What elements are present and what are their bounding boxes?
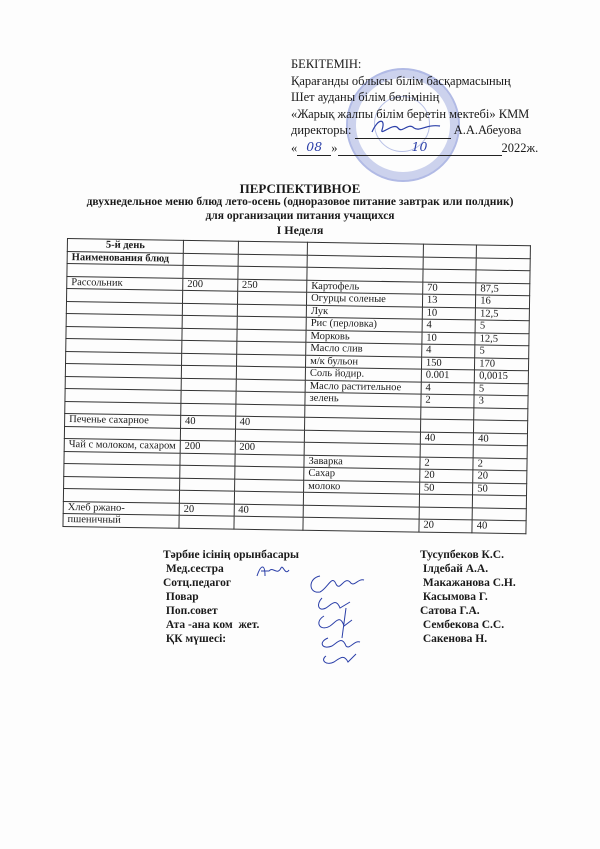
signature-names [420,548,516,646]
portion-11-18 [237,291,307,305]
portion-11-18 [234,516,304,530]
gross-7-10: 2 [420,457,474,470]
ingredient: Соль йодир. [305,367,421,381]
signature-name: Ілдебай А.А. [420,563,489,575]
signature-role: Мед.сестра [163,563,224,575]
gross-11-18: 16 [476,295,530,308]
date-month: 10 [338,139,502,157]
gross-7-10 [423,269,477,282]
gross-11-18: 40 [474,432,528,445]
portion-11-18 [234,466,304,480]
portion-11-18 [235,454,305,468]
gross-7-10 [421,407,475,420]
approval-heading: БЕКІТЕМІН: [291,57,362,71]
portion-7-10 [180,465,235,478]
director-name: А.А.Абеуова [453,123,522,137]
gross-7-10 [419,494,473,507]
gross-11-18: 5 [475,345,529,358]
date-line [291,139,538,157]
gross-11-18 [476,270,530,283]
gross-11-18 [472,507,526,520]
gross-7-10: 10 [422,307,476,320]
portion-7-10 [182,303,237,316]
gross-7-10 [420,419,474,432]
week-label: I Неделя [276,223,324,237]
ingredient: Лук [306,305,422,319]
table-cell [183,253,238,266]
portion-11-18 [237,304,307,318]
approval-line-1: Қарағанды облысы білім басқармасының [291,73,511,88]
gross-7-10: 20 [420,469,474,482]
portion-7-10 [182,290,237,303]
ingredient: Заварка [304,455,420,469]
gross-11-18: 20 [473,470,527,483]
portion-11-18: 250 [237,279,307,293]
gross-7-10: 10 [422,332,476,345]
doc-subtitle-2: для организации питания учащихся [205,210,395,222]
gross-11-18 [474,407,528,420]
signature-role: Повар [163,591,199,603]
portion-11-18 [236,354,306,368]
gross-7-10: 0.001 [421,369,475,382]
ingredient: Масло слив [306,342,422,356]
signature-name: Касымова Г. [420,591,488,603]
ingredient: м/к бульон [306,355,422,369]
signature-role: ҚК мүшесі: [163,633,227,645]
gross-7-10: 4 [422,344,476,357]
table-cell [423,244,477,257]
portion-11-18 [234,479,304,493]
day-header: 5-й день [67,239,183,253]
portion-7-10 [183,265,238,278]
portion-11-18 [237,316,307,330]
gross-7-10: 40 [420,432,474,445]
portion-7-10 [182,315,237,328]
committee-signatures [306,568,376,668]
portion-7-10: 20 [179,503,234,516]
portion-11-18: 200 [235,441,305,455]
dish-header: Наименования блюд [67,251,183,265]
gross-11-18: 12,5 [475,332,529,345]
portion-7-10 [181,390,236,403]
gross-7-10: 4 [421,382,475,395]
date-day: 08 [297,139,331,157]
portion-7-10 [182,340,237,353]
portion-7-10 [180,428,235,441]
date-year: 2022ж. [501,140,539,155]
table-cell [476,257,530,270]
gross-7-10: 70 [423,282,477,295]
portion-7-10: 200 [180,440,235,453]
portion-11-18: 40 [235,416,305,430]
ingredient: молоко [304,480,420,494]
portion-11-18 [236,341,306,355]
gross-11-18 [474,420,528,433]
signature-role: Сотц.педагог [163,577,232,589]
gross-7-10: 150 [421,357,475,370]
table-cell [476,245,530,258]
ingredient: зелень [305,392,421,406]
gross-11-18: 2 [473,457,527,470]
ingredient: Масло растительное [305,380,421,394]
ingredient: Морковь [306,330,422,344]
gross-11-18: 170 [475,357,529,370]
table-cell [423,257,477,270]
signature-role: Поп.совет [163,605,218,617]
portion-11-18 [237,266,307,280]
portion-11-18: 40 [234,504,304,518]
portion-7-10 [180,453,235,466]
portion-7-10: 200 [183,278,238,291]
ingredient: Рис (перловка) [306,317,422,331]
ingredient: Сахар [304,467,420,481]
approval-line-3: «Жарық жалпы білім беретін мектебі» КММ [291,106,530,121]
dish-name: Чай с молоком, сахаром [64,438,180,452]
gross-7-10: 2 [421,394,475,407]
doc-title: ПЕРСПЕКТИВНОЕ [239,181,361,196]
portion-11-18 [235,404,305,418]
portion-11-18 [236,329,306,343]
gross-11-18: 5 [475,320,529,333]
gross-11-18: 12,5 [475,307,529,320]
gross-7-10: 4 [422,319,476,332]
portion-11-18 [236,391,306,405]
signature-name: Сакенова Н. [420,633,488,645]
table-cell [238,254,308,268]
approval-line-2: Шет ауданы білім бөлімінің [291,90,440,104]
doc-subtitle: двухнедельное меню блюд лето-осень (одноразовое питание завтрак или полдник) [86,196,514,208]
gross-11-18: 0,0015 [475,370,529,383]
ingredient: Огурцы соленые [307,292,423,306]
portion-7-10 [181,378,236,391]
ingredient [303,517,419,531]
portion-7-10 [179,490,234,503]
gross-11-18 [473,495,527,508]
portion-7-10 [179,515,234,528]
table-cell [183,240,238,253]
signature-name: Тусупбеков К.С. [420,549,504,561]
signature-role: Ата -ана ком жет. [163,619,260,631]
signature-name: Макажанова С.Н. [420,577,516,589]
signature-name: Сембекова С.С. [420,619,505,631]
director-signature [368,116,448,138]
dish-name: пшеничный [63,513,179,527]
gross-11-18: 50 [473,482,527,495]
table-cell [238,241,308,255]
nurse-signature [255,562,295,582]
gross-7-10 [419,507,473,520]
gross-7-10 [420,444,474,457]
portion-11-18 [235,429,305,443]
gross-11-18: 3 [474,395,528,408]
approval-block [291,56,538,156]
portion-11-18 [234,491,304,505]
portion-7-10 [181,365,236,378]
portion-11-18 [236,379,306,393]
gross-7-10: 13 [422,294,476,307]
signature-name: Сатова Г.А. [420,605,480,617]
gross-11-18 [473,445,527,458]
portion-7-10 [180,478,235,491]
gross-7-10: 20 [419,519,473,532]
gross-7-10: 50 [419,482,473,495]
portion-7-10: 40 [180,415,235,428]
portion-7-10 [181,403,236,416]
ingredient: Картофель [307,280,423,294]
gross-11-18: 40 [472,520,526,533]
director-label: директоры: [291,123,352,137]
dish-name: Хлеб ржано- [63,501,179,515]
menu-table [62,238,530,534]
signature-role: Тәрбие ісінің орынбасары [163,549,299,561]
date-open-quote: « [291,140,298,155]
portion-7-10 [182,328,237,341]
gross-11-18: 5 [474,382,528,395]
dish-name: Рассольник [67,276,183,290]
date-close-quote: » [331,140,338,155]
portion-11-18 [236,366,306,380]
portion-7-10 [181,353,236,366]
dish-name: Печенье сахарное [65,413,181,427]
gross-11-18: 87,5 [476,282,530,295]
